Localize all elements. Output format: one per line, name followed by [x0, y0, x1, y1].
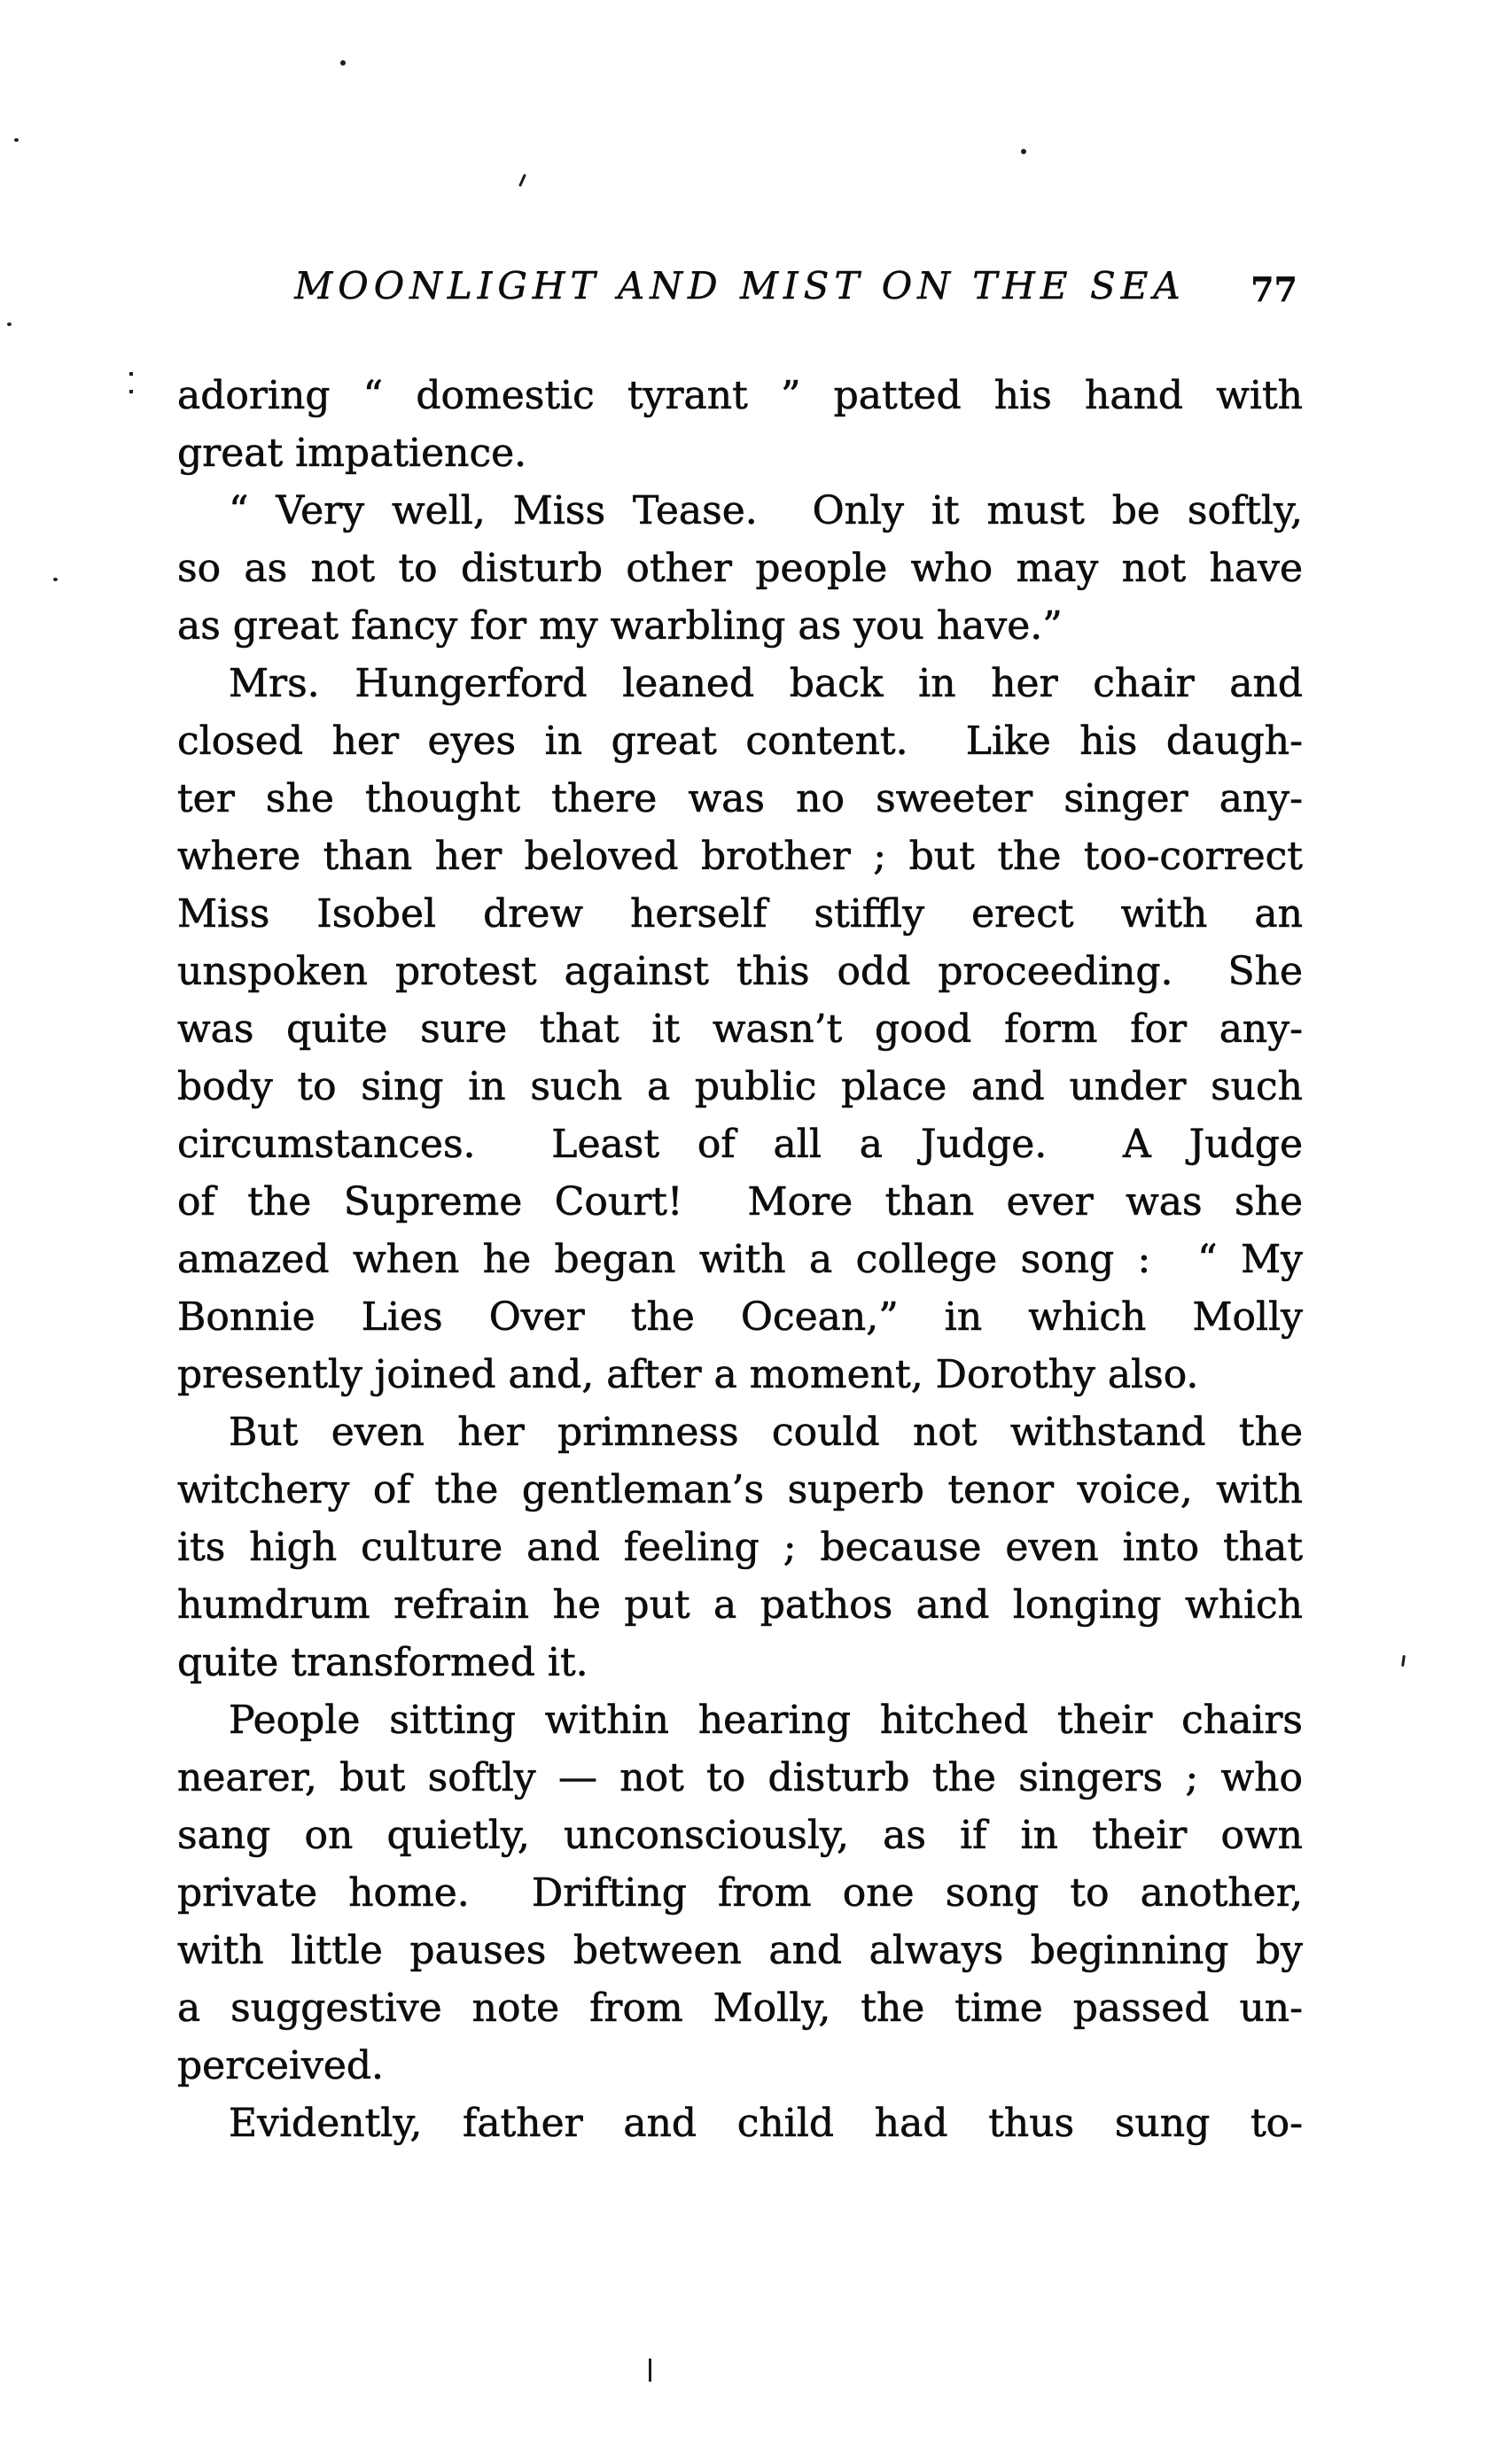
paragraph	[177, 367, 1303, 482]
text-line: witchery of the gentleman’s superb tenor voice, with	[177, 1467, 1303, 1512]
text-line: amazed when he began with a college song : “ My	[177, 1237, 1303, 1282]
paragraph	[177, 655, 1303, 1403]
text-line: where than her beloved brother ; but the too-correct	[177, 834, 1303, 879]
page-number: 77	[1250, 269, 1297, 309]
text-line: adoring “ domestic tyrant ” patted his hand with	[177, 373, 1303, 418]
body-text	[177, 367, 1303, 2152]
paragraph	[177, 482, 1303, 655]
scan-noise-dot	[340, 60, 346, 66]
scan-noise-vbar	[649, 2359, 651, 2382]
scan-noise-apos	[1401, 1655, 1406, 1667]
scan-noise-colon	[129, 372, 133, 393]
text-line: body to sing in such a public place and under such	[177, 1064, 1303, 1109]
text-line: People sitting within hearing hitched their chairs	[229, 1698, 1303, 1743]
scan-noise-speck	[7, 323, 12, 326]
text-line: Evidently, father and child had thus sung to-	[229, 2101, 1303, 2146]
text-line: was quite sure that it wasn’t good form for any-	[177, 1007, 1303, 1052]
text-line: great impatience.	[177, 431, 527, 476]
text-line: Mrs. Hungerford leaned back in her chair and	[229, 661, 1303, 706]
scan-noise-tick	[518, 174, 526, 187]
text-line: “ Very well, Miss Tease. Only it must be softly,	[229, 488, 1303, 533]
text-line: humdrum refrain he put a pathos and longing which	[177, 1582, 1303, 1628]
text-line: so as not to disturb other people who may not have	[177, 546, 1303, 591]
running-head	[177, 264, 1303, 326]
text-line: perceived.	[177, 2043, 385, 2088]
text-line: circumstances. Least of all a Judge. A Judge	[177, 1122, 1303, 1167]
paragraph	[177, 1691, 1303, 2095]
text-line: of the Supreme Court! More than ever was she	[177, 1179, 1303, 1224]
text-line: unspoken protest against this odd proceeding. She	[177, 949, 1303, 994]
text-line: Miss Isobel drew herself stiffly erect with an	[177, 891, 1303, 937]
paragraph	[177, 2095, 1303, 2152]
text-line: Bonnie Lies Over the Ocean,” in which Molly	[177, 1294, 1303, 1340]
text-line: quite transformed it.	[177, 1640, 588, 1685]
text-line: nearer, but softly — not to disturb the singers ; who	[177, 1755, 1303, 1800]
text-line: But even her primness could not withstand the	[229, 1410, 1303, 1455]
text-line: with little pauses between and always beginning by	[177, 1928, 1303, 1973]
text-line: sang on quietly, unconsciously, as if in their own	[177, 1813, 1303, 1858]
scan-noise-dot	[1021, 149, 1026, 154]
paragraph	[177, 1403, 1303, 1691]
chapter-title: MOONLIGHT AND MIST ON THE SEA	[294, 264, 1186, 307]
text-line: ter she thought there was no sweeter singer any-	[177, 776, 1303, 821]
text-line: its high culture and feeling ; because even into that	[177, 1525, 1303, 1570]
text-line: closed her eyes in great content. Like his daugh-	[177, 719, 1303, 764]
scan-noise-speck	[14, 138, 19, 142]
text-line: private home. Drifting from one song to another,	[177, 1870, 1303, 1916]
text-line: presently joined and, after a moment, Dorothy also.	[177, 1352, 1199, 1397]
text-line: as great fancy for my warbling as you have.”	[177, 603, 1063, 649]
scan-noise-speck	[53, 578, 58, 581]
text-line: a suggestive note from Molly, the time passed un-	[177, 1986, 1303, 2031]
